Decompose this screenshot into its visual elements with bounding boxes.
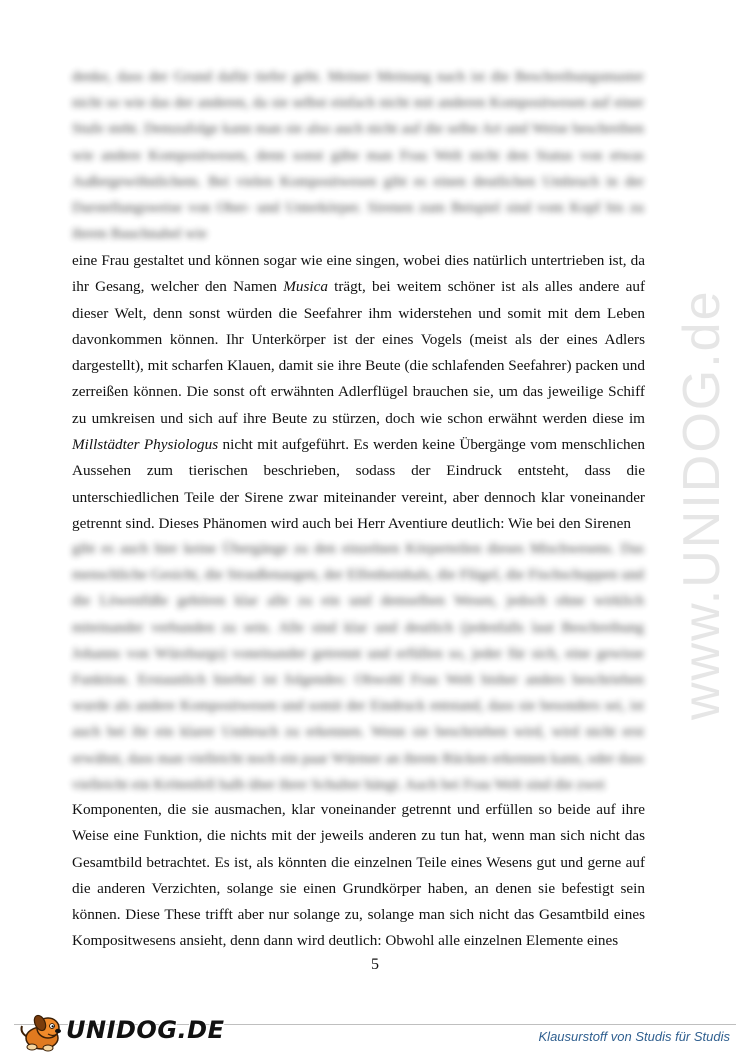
text-line: getrennt sind. Dieses Phänomen wird auch bei Herr Aventiure deutlich: Wie bei den Sirenen: [72, 514, 631, 532]
text-line: Kompositwesens ansieht, denn dann wird deutlich: Obwohl alle einzelnen Elemente eines: [72, 932, 619, 950]
watermark: www.UNIDOG.de: [673, 289, 731, 720]
text-line: dieser Welt, denn sonst würden die Seefahrer ihm widerstehen und somit mit dem Leben: [72, 304, 645, 322]
text-line: davonkommen können. Ihr Unterkörper ist der eines Vogels (meist als der eines Adlers: [72, 330, 645, 348]
text-line: die anderen Verzichten, solange sie einen Grundkörper haben, an denen sie befestigt sein: [72, 879, 645, 897]
blurred-paragraph-middle: gibt es auch hier keine Übergänge zu den einzelnen Körperteilen dieses Mischwesens. Das menschliche Gesicht, die Straußenaugen, der Elfenbeinhals, die Flügel, die Fischschuppen und die Löwenfüße gehören klar alle zu ein und demselben Wesen, jedoch ohne wirklich miteinander verbunden zu sein. Alle sind klar und deutlich (jedenfalls laut Beschreibung Johanns von Würzburgs) voneinander getrennt und erfüllen so, jeder für sich, eine gewisse Funktion. Erstaunlich hierbei ist folgendes: Obwohl Frau Welt bisher anders beschrieben wurde als andere Kompositwesen und somit der Eindruck entstand, dass sie besonders sei, ist auch bei ihr ein klarer Umbruch zu erkennen. Wenn sie beschrieben wird, wird nicht erst erwähnt, dass man vielleicht noch ein paar Würmer an ihrem Rücken erkennen kann, oder dass vielleicht ein Krötenfell halb über ihrer Schulter hängt. Auch bei Frau Welt sind die zwei: [72, 541, 644, 793]
footer-slogan: Klausurstoff von Studis für Studis: [538, 1029, 730, 1044]
text-line: eine Frau gestaltet und können sogar wie eine singen, wobei dies natürlich untertrieben ist, da: [72, 252, 645, 269]
text-line: dargestellt), mit scharfen Klauen, damit sie ihre Beute (die schlafenden Seefahrer) packen und: [72, 357, 645, 375]
text-line: Gesamtbild betrachtet. Es ist, als könnten die einzelnen Teile eines Wesens gut und gerne auf: [72, 853, 645, 871]
italic-title: Musica: [283, 278, 328, 296]
text-line: Millstädter Physiologus nicht mit aufgeführt. Es werden keine Übergänge vom menschlichen: [72, 436, 645, 454]
visible-paragraph-2: [72, 797, 645, 955]
text-line: Weise eine Funktion, die nichts mit der jeweils anderen zu tun hat, wenn man sich nicht das: [72, 827, 645, 845]
text-line: zerreißen können. Die sonst oft erwähnten Adlerflügel brauchen sie, um das jeweilige Schiff: [72, 383, 645, 401]
visible-paragraph-1: [72, 248, 645, 537]
text-line: Aussehen zum tierischen beschrieben, sodass der Eindruck entsteht, dass die: [72, 462, 645, 480]
text-line: unterschiedlichen Teile der Sirene zwar miteinander vereint, aber dennoch klar voneinander: [72, 488, 645, 506]
text-line: zu umkreisen und sich auf ihre Beute zu stürzen, doch wie schon erwähnt werden diese im: [72, 409, 645, 427]
italic-title: Millstädter Physiologus: [72, 436, 219, 454]
text-line: können. Diese These trifft aber nur solange zu, solange man sich nicht das Gesamtbild eines: [72, 906, 645, 924]
text-line: ihr Gesang, welcher den Namen Musica trägt, bei weitem schöner ist als alles andere auf: [72, 278, 645, 296]
text-line: Komponenten, die sie ausmachen, klar voneinander getrennt und erfüllen so beide auf ihre: [72, 801, 645, 818]
blurred-paragraph-top: denke, dass der Grund dafür tiefer geht. Meiner Meinung nach ist die Beschreibungsmuster nicht so wie das der anderen, da sie selbst einfach nicht mit anderen Kompositwesen auf einer Stufe steht. Demzufolge kann man sie also auch nicht auf die selbe Art und Weise beschreiben wie andere Kompositwesen, denn sonst gäbe man Frau Welt nicht den Status von etwas Außergewöhnlichem. Bei vielen Kompositwesen gibt es einen deutlichen Umbruch in der Darstellungsweise von Ober- und Unterkörper. Sirenen zum Beispiel sind vom Kopf bis zu ihrem Bauchnabel wie: [72, 69, 644, 243]
logo-wordmark[interactable]: UNIDOG.DE: [66, 1016, 225, 1044]
page-number: 5: [371, 956, 379, 973]
